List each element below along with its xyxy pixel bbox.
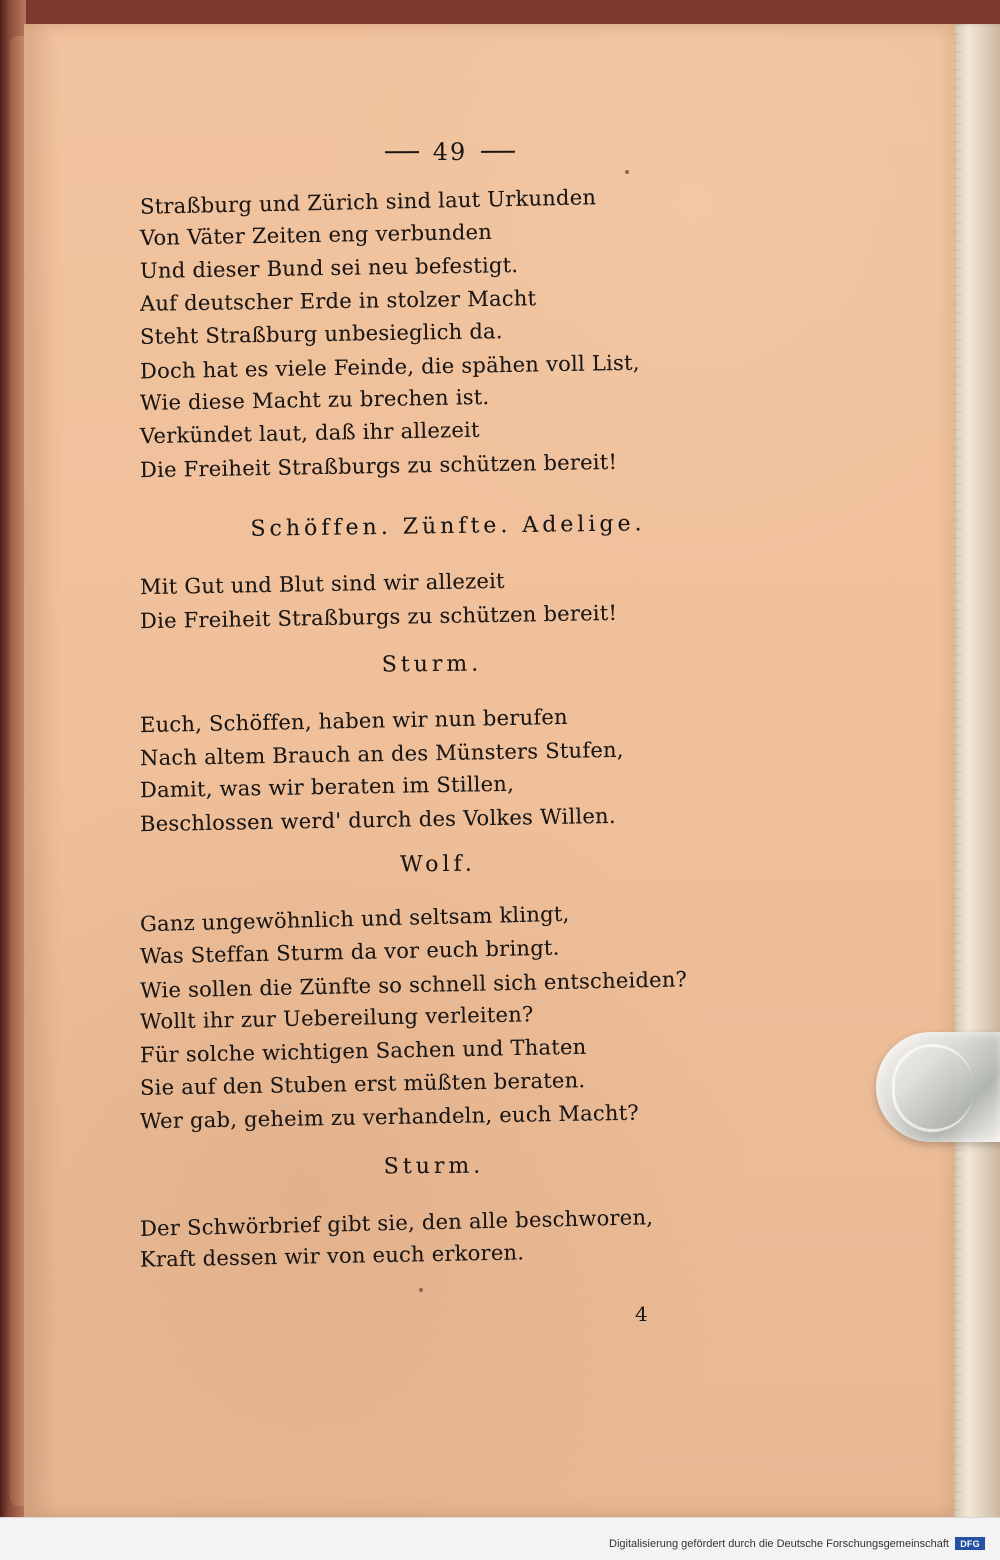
verse-line: Die Freiheit Straßburgs zu schützen bereit! xyxy=(139,600,618,634)
verse-line: Sie auf den Stuben erst müßten beraten. xyxy=(139,1068,586,1100)
dfg-logo-icon: DFG xyxy=(955,1537,985,1550)
verse-line: Von Väter Zeiten eng verbunden xyxy=(139,219,493,251)
verse-line: Was Steffan Sturm da vor euch bringt. xyxy=(139,935,560,969)
page-number: 49 xyxy=(432,137,468,167)
verse-line: Nach altem Brauch an des Münsters Stufen, xyxy=(139,737,624,771)
verse-line: Steht Straßburg unbesieglich da. xyxy=(139,319,503,349)
verse-line: Auf deutscher Erde in stolzer Macht xyxy=(139,286,537,316)
verse-line: Wie diese Macht zu brechen ist. xyxy=(139,384,490,416)
header-dash-left xyxy=(385,151,419,153)
verse-line: Straßburg und Zürich sind laut Urkunden xyxy=(139,185,597,219)
speaker-heading: Schöffen. Zünfte. Adelige. xyxy=(250,511,646,542)
page-header xyxy=(370,136,530,169)
paper-spot xyxy=(625,170,629,174)
paper-spot xyxy=(419,1288,423,1292)
verse-line: Ganz ungewöhnlich und seltsam klingt, xyxy=(139,901,570,937)
speaker-heading: Wolf. xyxy=(400,851,476,878)
verse-line: Kraft dessen wir von euch erkoren. xyxy=(139,1240,525,1272)
digitization-notice xyxy=(609,1537,985,1550)
right-page-edge xyxy=(952,24,1000,1532)
verse-line: Der Schwörbrief gibt sie, den alle beschworen, xyxy=(139,1205,654,1241)
verse-line: Damit, was wir beraten im Stillen, xyxy=(139,771,515,803)
verse-line: Beschlossen werd' durch des Volkes Willen. xyxy=(139,803,616,837)
speaker-heading: Sturm. xyxy=(383,1153,485,1180)
verse-line: Wie sollen die Zünfte so schnell sich entscheiden? xyxy=(139,967,688,1003)
verse-line: Doch hat es viele Feinde, die spähen voll List, xyxy=(139,350,640,384)
binding-clip-icon xyxy=(876,1032,1000,1142)
book-page xyxy=(24,24,954,1517)
digitization-notice-text: Digitalisierung gefördert durch die Deutsche Forschungsgemeinschaft xyxy=(609,1537,949,1550)
speaker-heading: Sturm. xyxy=(381,651,483,678)
verse-line: Verkündet laut, daß ihr allezeit xyxy=(139,417,480,449)
verse-line: Die Freiheit Straßburgs zu schützen bereit! xyxy=(139,449,618,483)
verse-line: Für solche wichtigen Sachen und Thaten xyxy=(139,1034,587,1068)
verse-line: Euch, Schöffen, haben wir nun berufen xyxy=(139,704,569,738)
header-dash-right xyxy=(481,151,515,153)
verse-line: Mit Gut und Blut sind wir allezeit xyxy=(139,568,505,600)
digitization-footer xyxy=(0,1517,1000,1560)
verse-line: Wollt ihr zur Uebereilung verleiten? xyxy=(139,1002,534,1034)
signature-mark: 4 xyxy=(635,1302,648,1326)
verse-line: Wer gab, geheim zu verhandeln, euch Macht? xyxy=(139,1100,640,1134)
verse-line: Und dieser Bund sei neu befestigt. xyxy=(139,253,519,283)
